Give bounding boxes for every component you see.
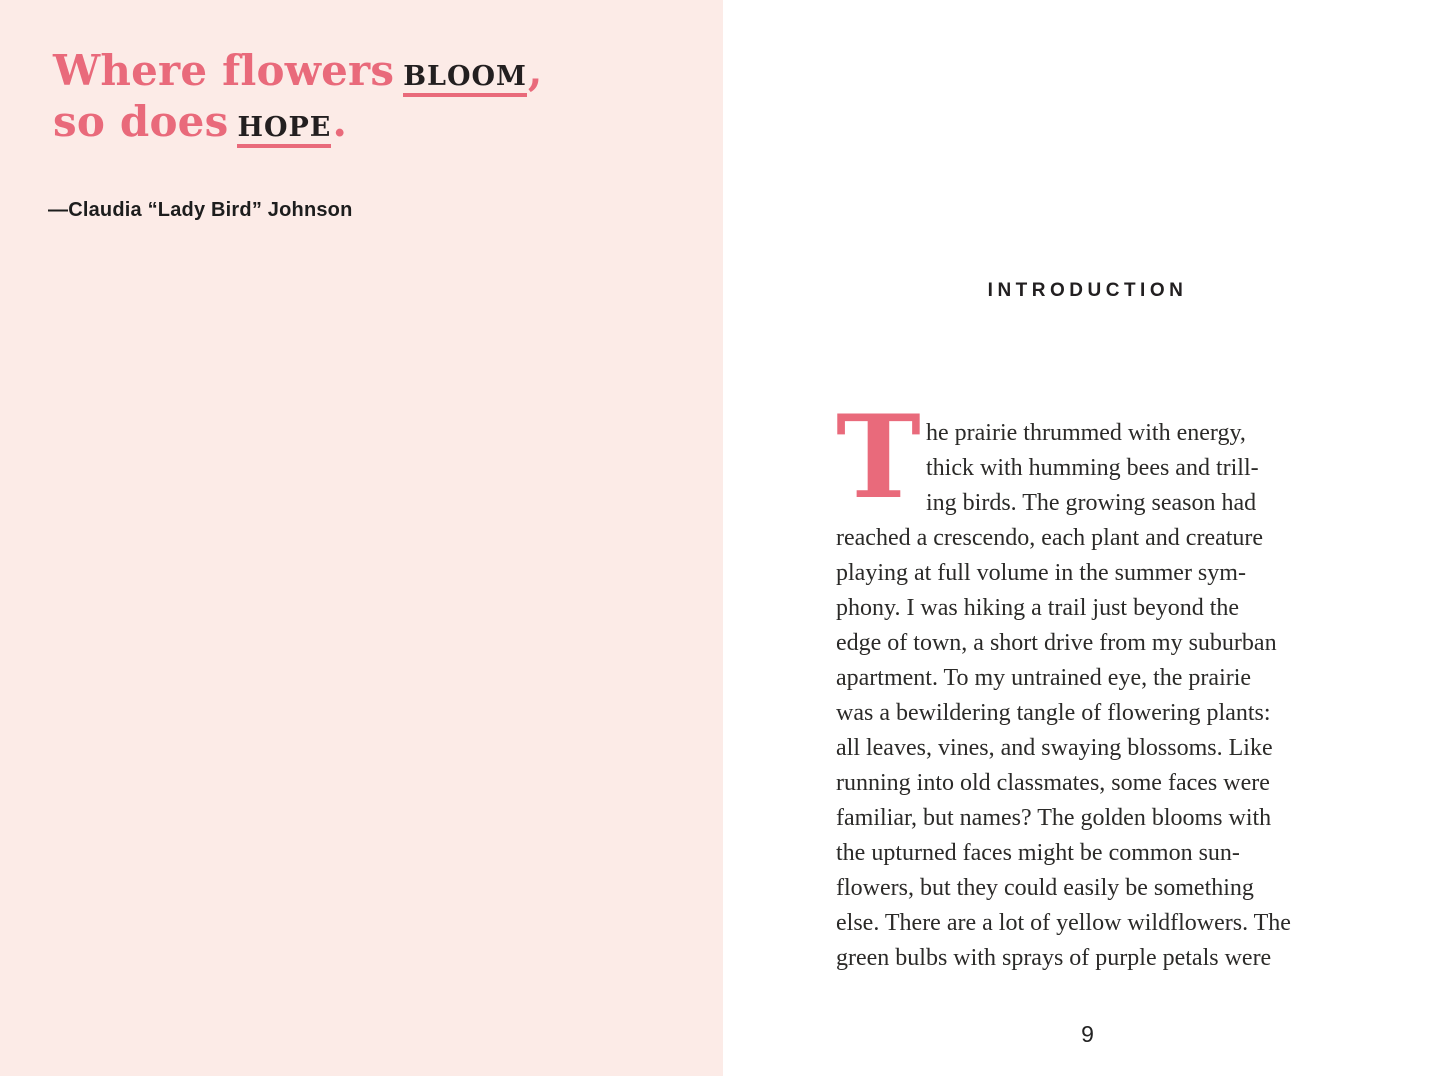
quote-emphasis-bloom: BLOOM bbox=[403, 63, 527, 97]
body-text-line: edge of town, a short drive from my suburban bbox=[836, 630, 1277, 656]
drop-cap: T bbox=[836, 390, 921, 524]
body-text-line: phony. I was hiking a trail just beyond the bbox=[836, 595, 1240, 621]
body-text-line: else. There are a lot of yellow wildflowers. The bbox=[836, 910, 1291, 936]
body-text-line: running into old classmates, some faces were bbox=[836, 770, 1270, 796]
quote-emphasis-hope: HOPE bbox=[237, 114, 331, 148]
pull-quote bbox=[53, 46, 543, 148]
quote-punct-2: . bbox=[332, 97, 348, 146]
quote-attribution: —Claudia “Lady Bird” Johnson bbox=[48, 199, 353, 221]
body-text-line: he prairie thrummed with energy, bbox=[926, 420, 1246, 446]
page-number: 9 bbox=[1081, 1021, 1094, 1047]
body-text-line: green bulbs with sprays of purple petals were bbox=[836, 945, 1272, 971]
body-text-line: apartment. To my untrained eye, the prairie bbox=[836, 665, 1252, 691]
body-text-line: was a bewildering tangle of flowering plants: bbox=[836, 700, 1271, 726]
quote-lead-1: Where flowers bbox=[53, 46, 395, 95]
body-text-line: flowers, but they could easily be something bbox=[836, 875, 1254, 901]
body-text-line: all leaves, vines, and swaying blossoms. Like bbox=[836, 735, 1273, 761]
body-text-line: reached a crescendo, each plant and creature bbox=[836, 525, 1264, 551]
body-text-line: ing birds. The growing season had bbox=[926, 490, 1257, 516]
body-column bbox=[836, 390, 1346, 976]
right-page bbox=[723, 0, 1445, 1076]
quote-punct-1: , bbox=[527, 46, 543, 95]
body-text-line: playing at full volume in the summer sym- bbox=[836, 560, 1246, 586]
chapter-heading: INTRODUCTION bbox=[987, 280, 1188, 301]
body-text-line: familiar, but names? The golden blooms with bbox=[836, 805, 1272, 831]
quote-line-2 bbox=[53, 97, 543, 148]
body-text-line: the upturned faces might be common sun- bbox=[836, 840, 1240, 866]
quote-lead-2: so does bbox=[53, 97, 229, 146]
body-text-line: thick with humming bees and trill- bbox=[926, 455, 1259, 481]
quote-line-1 bbox=[53, 46, 543, 97]
